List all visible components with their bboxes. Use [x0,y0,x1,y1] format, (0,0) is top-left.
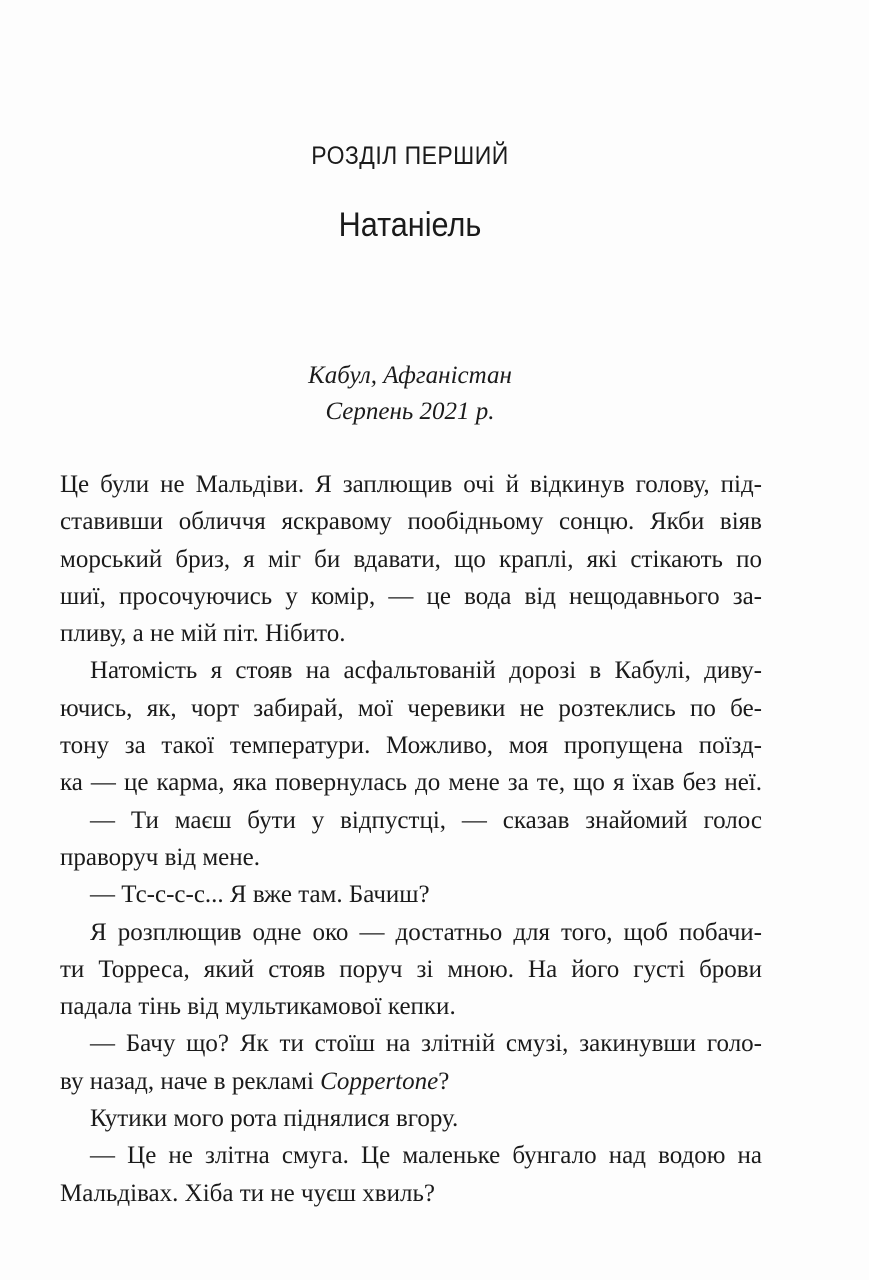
text-line: Натомість я стояв на асфальтованій дорозі в Кабулі, диву- [90,657,762,685]
chapter-label: РОЗДІЛ ПЕРШИЙ [311,142,509,170]
text-line: — Ти маєш бути у відпустці, — сказав знайомий голос [90,806,762,834]
text-line: Це були не Мальдіви. Я заплющив очі й відкинув голову, під- [60,471,762,498]
text-line: падала тінь від мультикамової кепки. [60,993,456,1021]
text-line: ка — це карма, яка повернулась до мене за те, що я їхав без неї. [60,769,762,797]
text-line: праворуч від мене. [60,843,260,871]
text-line: Я розплющив одне око — достатньо для того, щоб побачи- [90,918,762,946]
setting-place: Кабул, Афганістан [308,362,512,389]
text-line: тону за такої температури. Можливо, моя пропущена поїзд- [60,732,762,760]
text-line: пливу, а не мій піт. Нібито. [60,620,346,648]
text-line: ти Торреса, який стояв поруч зі мною. На його густі брови [60,955,762,983]
chapter-title: Натаніель [338,206,482,244]
text-line: — Бачу що? Як ти стоїш на злітній смузі, закинувши голо- [90,1030,762,1058]
text-segment: ву назад, наче в рекламі [60,1067,321,1095]
text-line: — Це не злітна смуга. Це маленьке бунгало над водою на [90,1142,762,1170]
text-line: — Тс-с-с-с... Я вже там. Бачиш? [90,881,430,909]
text-line: ючись, як, чорт забирай, мої черевики не розтеклись по бе- [60,694,762,722]
setting-date: Серпень 2021 р. [325,398,495,425]
text-line: морський бриз, я міг би вдавати, що краплі, які стікають по [60,545,762,573]
text-line: Мальдівах. Хіба ти не чуєш хвиль? [60,1179,435,1207]
text-line: ставивши обличчя яскравому пообідньому сонцю. Якби віяв [60,508,762,536]
text-line-mixed [60,1063,762,1100]
brand-name-italic: Coppertone [320,1067,439,1095]
text-line: Кутики мого рота піднялися вгору. [90,1105,459,1133]
text-line: шиї, просочуючись у комір, — це вода від нещодавнього за- [60,582,762,610]
text-segment: ? [438,1067,450,1095]
body-text [60,466,762,1212]
